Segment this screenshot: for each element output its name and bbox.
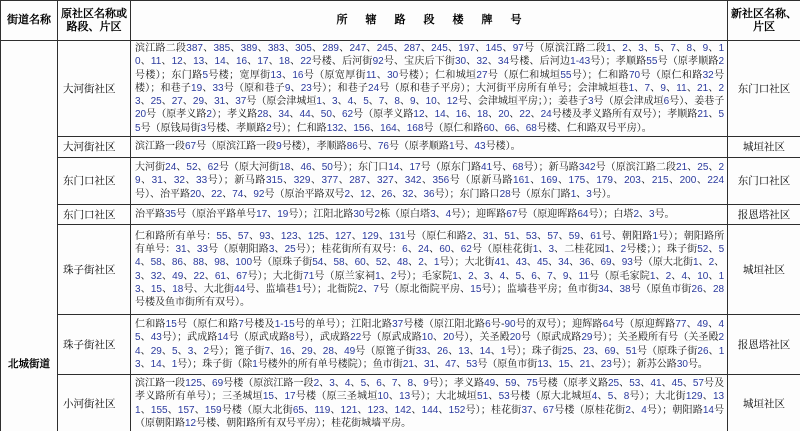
sections-cell xyxy=(131,375,728,431)
header-old-community: 原社区名称或路段、片区 xyxy=(58,1,131,41)
sections-text: 滨江路二段387、385、389、383、305、289、247、245、287、245、197、145、97号（原滨江路二段1、2、3、5、7、8、9、10、11、12、13、14、16、17、18、22号楼、后河街92号、宝庆后下街30、32、34号楼、后河边1-43号）；孝顺路55号（原孝顺路2号楼）；东门路5号楼；宽厚街13、16号（原宽厚街11、30号楼）；仁和城垣27号（原仁和城垣55号）；仁和路70号（原仁和路32号楼）；和巷子19、33号（原和巷子9、23号）；和巷子24号（原和巷子平房）；大河街平房所有单号；会津城垣巷1、7、9、11、21、23、25、27、29、31、37号（原会津城垣1、3、4、5、7、8、9、10、12号、会津城垣平房；）；姜巷子3号（原会津成垣6号）、姜巷子20号（原孝义路2）；孝义路28、34、44、50、62号（原孝义路12、14、16、18、20、22、24号楼及孝义路所有双号）；孝顺路21、55号（原钱局街3号楼、孝顺路2号）；仁和路132、156、164、168号（原仁和路60、66、68号楼、仁和路双号平房）。 xyxy=(135,43,725,134)
table-row xyxy=(1,41,800,137)
new-community-cell xyxy=(728,158,800,205)
new-community-label: 城垣社区 xyxy=(743,263,785,276)
old-community-cell xyxy=(58,205,131,225)
sections-text: 仁和路15号（原仁和路7号楼及1-15号的单号）；江阳北路37号楼（原江阳北路6号-90号的双号）；迎辉路64号（原迎辉路77、49、45、43号）；武成路14号（原武成路8号），武成路22号（原武成路10、20号），关圣殿20号（原武成路29号）；关圣殿所有号（关圣殿24、29、5、3、2号）；篦子街7、16、29、28、49号（原篦子街33、26、13、14、1号）；珠子街25、23、69、51号（原珠子街26、13、14、1号）；珠子街（除1号楼外的所有单号楼院）；鱼市街21、31、47、53号（原鱼市街13、15、21、23号）；新苏公路30号。 xyxy=(135,318,725,370)
sections-cell xyxy=(131,137,728,158)
table-row xyxy=(1,225,800,315)
new-community-label: 东门口社区 xyxy=(737,175,791,188)
old-community-cell xyxy=(58,225,131,315)
table-row xyxy=(1,158,800,205)
new-community-cell xyxy=(728,375,800,431)
old-community-cell xyxy=(58,315,131,375)
old-community-label: 珠子街社区 xyxy=(63,263,116,276)
new-community-label: 报恩塔社区 xyxy=(737,208,791,221)
new-community-label: 城垣社区 xyxy=(743,397,785,410)
table-header-row xyxy=(1,1,800,41)
sections-text: 滨江路一段125、69号楼（原滨江路一段2、3、4、5、6、7、8、9号）；孝义路49、59、75号楼（原孝义路25、53、41、45、57号及孝义路所有单号）；三圣城垣15、17号楼（原三圣城垣10、13号）；大北城垣51、53号楼（原大北城垣4、5、8号）；大北街129、131、155、157、159号楼（原大北街65、119、121、123、142、144、152号）；桂花街37、67号楼（原桂花街2、4号）；朝阳路14号（原朝阳路12号楼、朝阳路所有双号平房）；桂花街城墙平房。 xyxy=(135,377,725,429)
sections-cell xyxy=(131,315,728,375)
table-row xyxy=(1,375,800,431)
old-community-label: 珠子街社区 xyxy=(63,338,116,351)
new-community-cell xyxy=(728,137,800,158)
old-community-label: 东门口社区 xyxy=(63,208,116,221)
sections-cell xyxy=(131,158,728,205)
table-row xyxy=(1,315,800,375)
new-community-cell xyxy=(728,41,800,137)
header-sections: 所辖路段楼牌号 xyxy=(131,1,728,41)
old-community-label: 东门口社区 xyxy=(63,175,116,188)
new-community-cell xyxy=(728,315,800,375)
new-community-cell xyxy=(728,205,800,225)
sections-text: 治平路35号（原治平路单号17、19号）；江阳北路30号2栋（原白塔3、4号）；迎晖路67号（原迎晖路64号）；白塔2、3号。 xyxy=(135,208,675,220)
new-community-cell xyxy=(728,225,800,315)
new-community-label: 东门口社区 xyxy=(737,82,791,95)
table-row xyxy=(1,137,800,158)
old-community-cell xyxy=(58,158,131,205)
sections-cell xyxy=(131,225,728,315)
new-community-label: 报恩塔社区 xyxy=(737,338,791,351)
street-name-cell xyxy=(1,41,58,431)
sections-cell xyxy=(131,41,728,137)
old-community-cell xyxy=(58,41,131,137)
old-community-label: 小河街社区 xyxy=(63,397,116,410)
old-community-cell xyxy=(58,375,131,431)
header-street-name: 街道名称 xyxy=(1,1,58,41)
table-row xyxy=(1,205,800,225)
new-community-label: 城垣社区 xyxy=(743,141,785,154)
old-community-label: 大河街社区 xyxy=(63,82,116,95)
sections-cell xyxy=(131,205,728,225)
sections-text: 滨江路一段67号（原滨江路一段9号楼），孝顺路86号、76号（原孝顺路1号、43号楼）。 xyxy=(135,141,521,153)
sections-text: 大河街24、52、62号（原大河街18、46、50号）；东门口14、17号（原东门路41号、68号）；新马路342号（原滨江路二段21、25、29、31、32、33号）；新马路315、329、377、287、327、342、356号（原新马路161、169、175、179、203、215、200、224号）、治平路20、22、74、92号（原治平路双号2、12、26、32、36号）；东门路口28号（原东门路1、3号）。 xyxy=(135,162,725,200)
header-new-community: 新社区名称、片区 xyxy=(728,1,800,41)
street-name-label: 北城街道 xyxy=(8,358,50,371)
old-community-label: 大河街社区 xyxy=(63,141,116,154)
sections-text: 仁和路所有单号：55、57、93、123、125、127、129、131号（原仁和路2、31、51、53、57、59、61号、朝阳路1号）；朝阳路所有单号：31、33号（原朝阳路3、25号）；桂花街所有双号：6、24、60、62号（原桂花街1、3、二桂花园1、2号楼；）；珠子街52、54、58、86、88、98、100号（原珠子街54、58、60、52、48、2、1号）；大北街41、43、45、34、36、69、93号（原大北街1、2、3、32、49、22、61、67号）；大北街71号（原兰家祠1、2号）；毛家院1、2、3、4、5、6、7、9、11号（原毛家院1、2、4、10、13、15、18号、大北街44号、监墙巷1号）；北衙院2、7号（原北衙院平房、15号）；监墙巷平房；鱼市街34、38号（原鱼市街26、28号楼及鱼市街所有双号）。 xyxy=(135,230,725,309)
old-community-cell xyxy=(58,137,131,158)
